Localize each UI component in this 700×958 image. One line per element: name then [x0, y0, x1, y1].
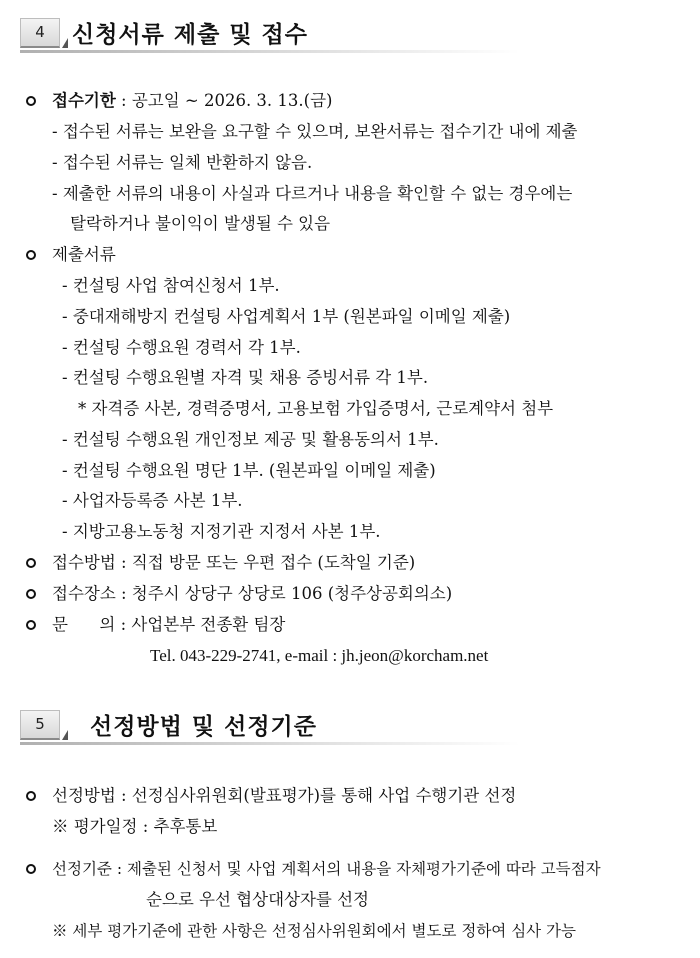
section-5-number: 5 [20, 710, 60, 740]
section-5-header [0, 706, 700, 746]
deadline-value: : 공고일 ~ 2026. 3. 13.(금) [115, 91, 333, 110]
circle-bullet-icon [26, 96, 36, 106]
document-subnote: * 자격증 사본, 경력증명서, 고용보험 가입증명서, 근로계약서 첨부 [78, 399, 554, 418]
document-item: - 컨설팅 수행요원별 자격 및 채용 증빙서류 각 1부. [62, 368, 429, 387]
section-5-divider [20, 742, 520, 745]
schedule-note: ※ 평가일정 : 추후통보 [52, 817, 218, 836]
contact-info: Tel. 043-229-2741, e-mail : jh.jeon@korcham.net [150, 646, 489, 665]
document-item: - 컨설팅 수행요원 개인정보 제공 및 활용동의서 1부. [62, 430, 439, 449]
section-4-header [0, 14, 700, 54]
section-number-notch [62, 730, 68, 740]
criteria-note: ※ 세부 평가기준에 관한 사항은 선정심사위원회에서 별도로 정하여 심사 가능 [52, 922, 577, 940]
section-4-number: 4 [20, 18, 60, 48]
deadline-label: 접수기한 [52, 91, 116, 110]
submission-place: 접수장소 : 청주시 상당구 상당로 106 (청주상공회의소) [52, 584, 453, 603]
deadline-note: - 접수된 서류는 일체 반환하지 않음. [52, 153, 313, 172]
section-4-title: 신청서류 제출 및 접수 [72, 22, 308, 48]
document-item: - 컨설팅 수행요원 명단 1부. (원본파일 이메일 제출) [62, 461, 436, 480]
selection-criteria: 선정기준 : 제출된 신청서 및 사업 계획서의 내용을 자체평가기준에 따라 고득점자 [52, 860, 601, 878]
circle-bullet-icon [26, 864, 36, 874]
document-item: - 지방고용노동청 지정기관 지정서 사본 1부. [62, 522, 381, 541]
deadline-note: - 제출한 서류의 내용이 사실과 다르거나 내용을 확인할 수 없는 경우에는 [52, 184, 573, 203]
documents-label: 제출서류 [52, 245, 116, 264]
document-item: - 컨설팅 수행요원 경력서 각 1부. [62, 338, 301, 357]
document-item: - 중대재해방지 컨설팅 사업계획서 1부 (원본파일 이메일 제출) [62, 307, 511, 326]
submission-method: 접수방법 : 직접 방문 또는 우편 접수 (도착일 기준) [52, 553, 416, 572]
circle-bullet-icon [26, 589, 36, 599]
inquiry: 문 의 : 사업본부 전종환 팀장 [52, 615, 286, 634]
section-4-divider [20, 50, 520, 53]
circle-bullet-icon [26, 558, 36, 568]
section-5-title: 선정방법 및 선정기준 [90, 714, 317, 740]
deadline-note: - 접수된 서류는 보완을 요구할 수 있으며, 보완서류는 접수기간 내에 제출 [52, 122, 578, 141]
selection-method: 선정방법 : 선정심사위원회(발표평가)를 통해 사업 수행기관 선정 [52, 786, 517, 805]
circle-bullet-icon [26, 791, 36, 801]
document-item: - 컨설팅 사업 참여신청서 1부. [62, 276, 280, 295]
deadline-row [52, 91, 332, 111]
circle-bullet-icon [26, 620, 36, 630]
document-item: - 사업자등록증 사본 1부. [62, 491, 243, 510]
section-number-notch [62, 38, 68, 48]
deadline-note: 탈락하거나 불이익이 발생될 수 있음 [70, 214, 331, 233]
circle-bullet-icon [26, 250, 36, 260]
selection-criteria-cont: 순으로 우선 협상대상자를 선정 [146, 890, 369, 909]
